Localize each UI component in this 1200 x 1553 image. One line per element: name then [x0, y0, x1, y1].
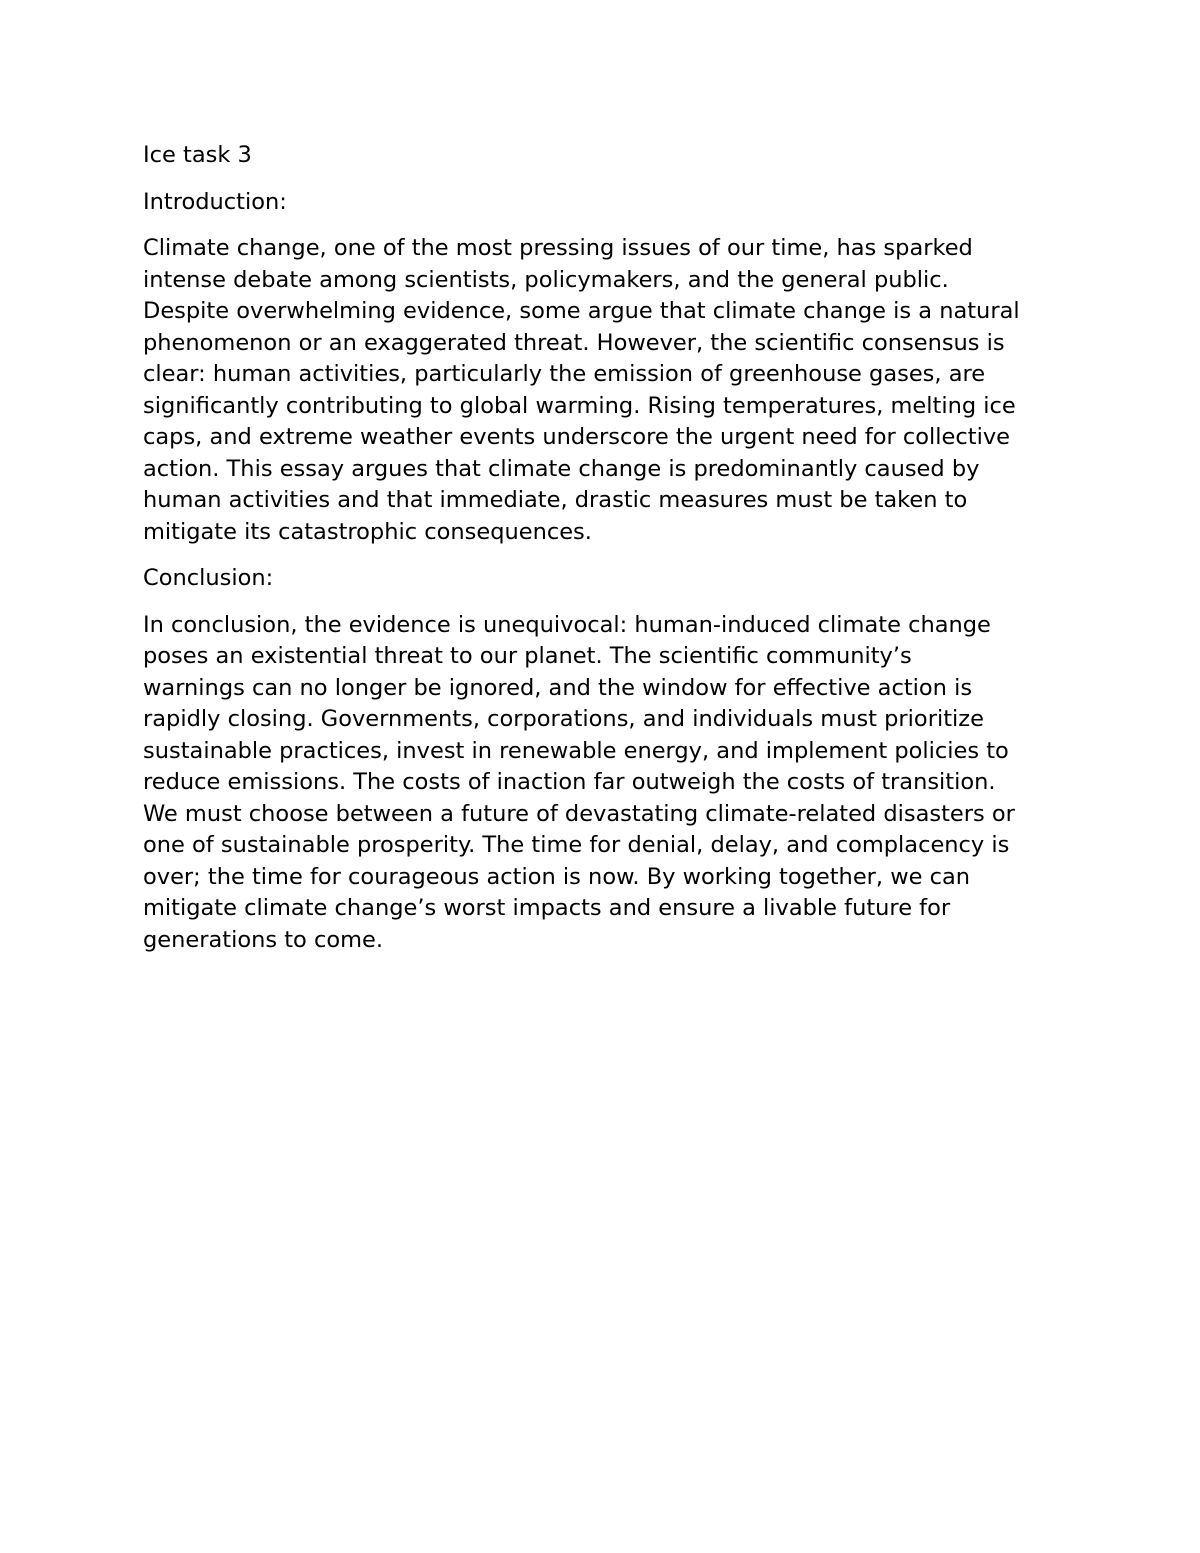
paragraph-line: We must choose between a future of devastating climate-related disasters or — [143, 800, 1015, 827]
paragraph-line: warnings can no longer be ignored, and the window for effective action is — [143, 674, 973, 701]
paragraph-line: reduce emissions. The costs of inaction far outweigh the costs of transition. — [143, 769, 996, 795]
paragraph-line: action. This essay argues that climate change is predominantly caused by — [143, 455, 980, 482]
paragraph-line: caps, and extreme weather events underscore the urgent need for collective — [143, 424, 1010, 450]
conclusion-paragraph — [143, 610, 1063, 957]
paragraph-line: significantly contributing to global warming. Rising temperatures, melting ice — [143, 392, 1016, 419]
paragraph-line: human activities and that immediate, drastic measures must be taken to — [143, 487, 968, 513]
paragraph-line: poses an existential threat to our planet. The scientific community’s — [143, 643, 912, 669]
conclusion-heading: Conclusion: — [143, 565, 274, 591]
paragraph-line: rapidly closing. Governments, corporations, and individuals must prioritize — [143, 706, 984, 732]
paragraph-line: generations to come. — [143, 926, 384, 953]
paragraph-line: clear: human activities, particularly the emission of greenhouse gases, are — [143, 361, 986, 387]
paragraph-line: In conclusion, the evidence is unequivocal: human-induced climate change — [143, 611, 991, 638]
document-body — [143, 140, 1063, 971]
introduction-heading: Introduction: — [143, 188, 287, 215]
paragraph-line: mitigate climate change’s worst impacts and ensure a livable future for — [143, 895, 951, 921]
paragraph-line: Climate change, one of the most pressing issues of our time, has sparked — [143, 235, 973, 261]
paragraph-line: phenomenon or an exaggerated threat. However, the scientific consensus is — [143, 329, 1005, 356]
paragraph-line: over; the time for courageous action is now. By working together, we can — [143, 863, 971, 890]
paragraph-line: one of sustainable prosperity. The time for denial, delay, and complacency is — [143, 832, 1010, 858]
document-title: Ice task 3 — [143, 142, 252, 168]
paragraph-line: sustainable practices, invest in renewable energy, and implement policies to — [143, 737, 1009, 764]
paragraph-line: intense debate among scientists, policymakers, and the general public. — [143, 266, 949, 293]
paragraph-line: Despite overwhelming evidence, some argue that climate change is a natural — [143, 298, 1020, 324]
introduction-paragraph — [143, 233, 1063, 548]
paragraph-line: mitigate its catastrophic consequences. — [143, 518, 592, 545]
